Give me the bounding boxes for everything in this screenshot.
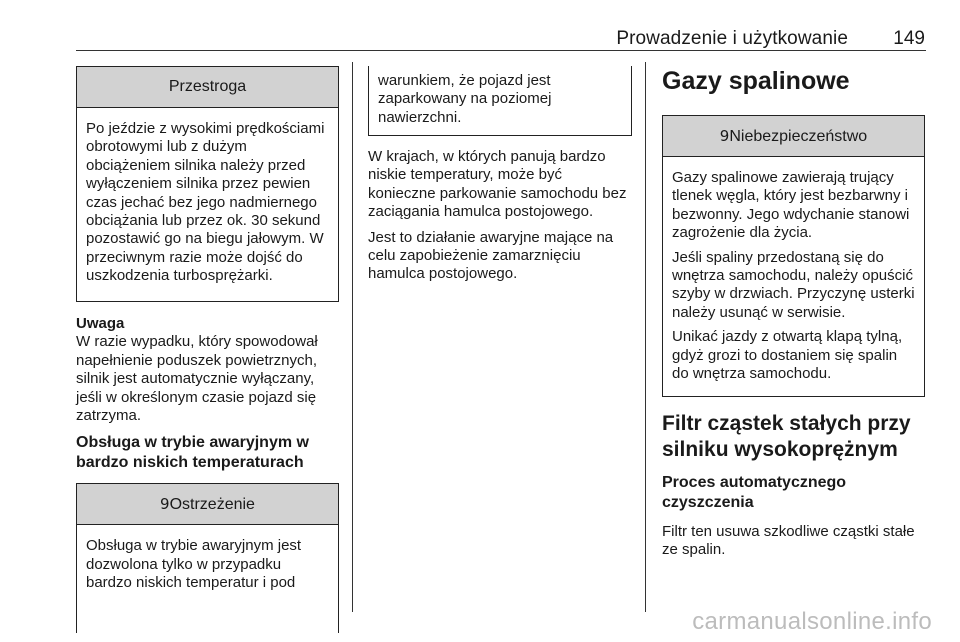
note-text: W razie wypadku, który spowodował napełnienie poduszek powietrznych, silnik jest automatycznie wyłączany, jeśli w określonym czasie pojazd się zatrzyma. <box>76 333 318 425</box>
section-title: Gazy spalinowe <box>662 67 850 95</box>
page-number: 149 <box>893 28 925 49</box>
column-2 <box>368 66 632 291</box>
header-rule <box>76 50 926 51</box>
header-title: Prowadzenie i użytkowanie <box>616 28 848 49</box>
danger-title: Niebezpieczeństwo <box>729 128 868 145</box>
warning-text: Obsługa w trybie awaryjnym jest dozwolona tylko w przypadku bardzo niskich temperatur i pod <box>86 537 302 592</box>
column-divider-1 <box>352 62 353 612</box>
danger-header <box>663 116 924 157</box>
subsubsection-heading: Proces automatycznego czyszczenia <box>662 474 847 511</box>
filter-paragraph: Filtr ten usuwa szkodliwe cząstki stałe ze spalin. <box>662 523 915 559</box>
section-heading: Obsługa w trybie awaryjnym w bardzo niskich temperaturach <box>76 434 309 472</box>
danger-paragraph-1: Gazy spalinowe zawierają trujący tlenek węgla, który jest bezbarwny i bezwonny. Jego wdychanie stanowi zagrożenie dla życia. <box>672 169 910 242</box>
note-title: Uwaga <box>76 315 125 332</box>
column-1 <box>76 66 339 633</box>
subsection-heading: Filtr cząstek stałych przy silniku wysokoprężnym <box>662 412 911 461</box>
caution-text: Po jeździe z wysokimi prędkościami obrotowymi lub z dużym obciążeniem silnika należy przed wyłączeniem silnika przez pewien czas jechać bez jego nadmiernego obciążania lub przez ok. 30 sekund pozostawić go na biegu jałowym. W przeciwnym razie może dojść do uszkodzenia turbosprężarki. <box>86 120 325 285</box>
danger-icon: 9 <box>719 127 730 145</box>
danger-paragraph-2: Jeśli spaliny przedostaną się do wnętrza samochodu, należy opuścić szyby w drzwiach. Przyczynę usterki należy usunąć w serwisie. <box>672 248 915 321</box>
paragraph-2: Jest to działanie awaryjne mające na celu zapobieżenie zamarznięciu hamulca postojowego. <box>368 228 614 283</box>
page-header <box>0 0 960 52</box>
warning-box <box>76 483 339 633</box>
caution-box <box>76 66 339 302</box>
warning-text-continuation: warunkiem, że pojazd jest zaparkowany na poziomej nawierzchni. <box>378 72 552 126</box>
column-divider-2 <box>645 62 646 612</box>
warning-header <box>77 484 338 525</box>
paragraph-1: W krajach, w których panują bardzo niskie temperatury, może być konieczne parkowanie samochodu bez zaciągania hamulca postojowego. <box>368 148 627 221</box>
warning-icon: 9 <box>160 495 170 514</box>
danger-paragraph-3: Unikać jazdy z otwartą klapą tylną, gdyż grozi to dostaniem się spalin do wnętrza samochodu. <box>672 328 903 383</box>
caution-title: Przestroga <box>77 67 338 108</box>
watermark: carmanualsonline.info <box>692 608 932 635</box>
column-3 <box>662 66 925 567</box>
danger-box <box>662 115 925 397</box>
warning-title: Ostrzeżenie <box>169 496 255 514</box>
warning-box-continuation <box>368 66 632 136</box>
